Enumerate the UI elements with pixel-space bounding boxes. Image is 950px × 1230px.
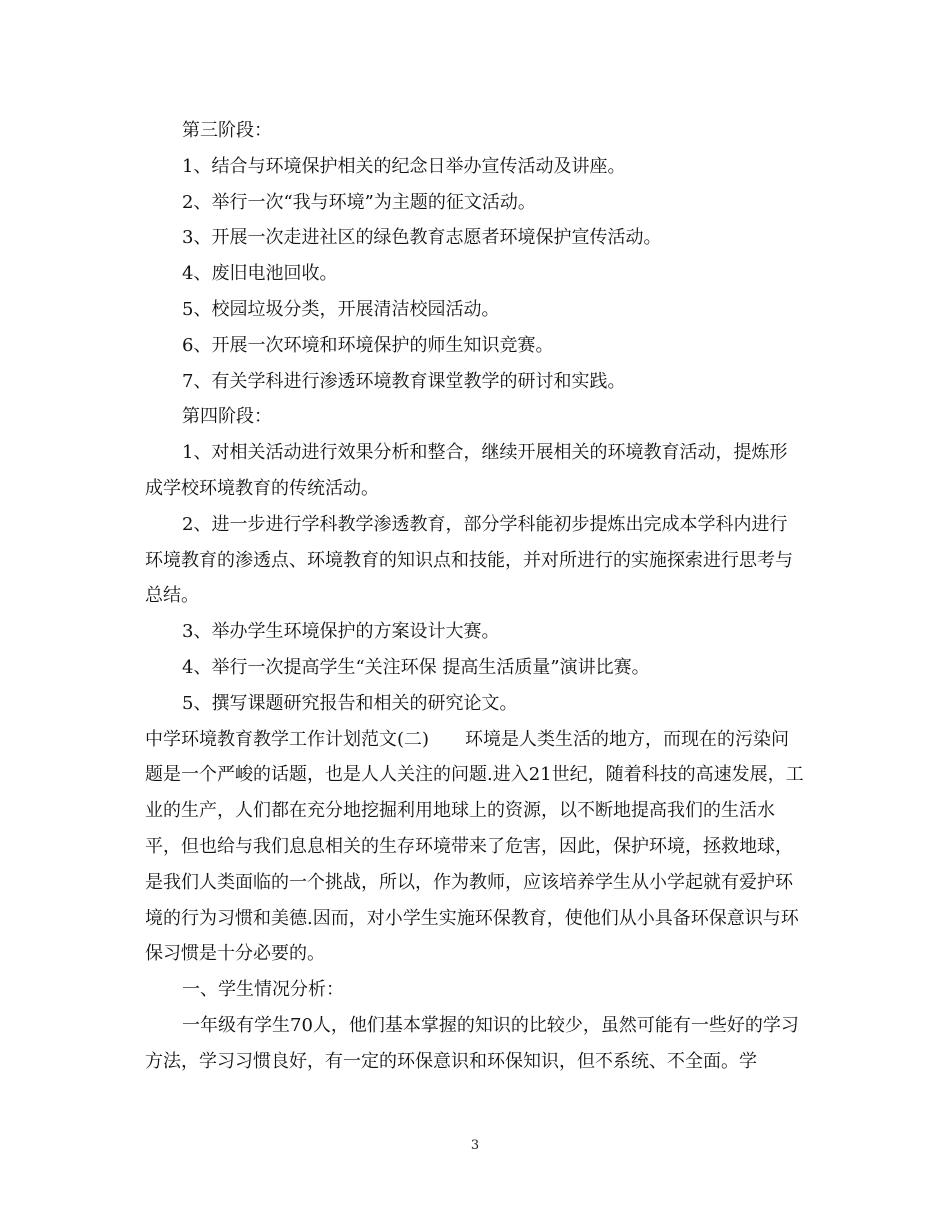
paragraph: 7、有关学科进行渗透环境教育课堂教学的研讨和实践。 (182, 370, 626, 392)
paragraph: 1、结合与环境保护相关的纪念日举办宣传活动及讲座。 (182, 155, 626, 177)
paragraph: 2、举行一次“我与环境”为主题的征文活动。 (182, 191, 536, 213)
paragraph: 2、进一步进行学科教学渗透教育，部分学科能初步提炼出完成本学科内进行环境教育的渗透点、环境教育的知识点和技能，并对所进行的实施探索进行思考与总结。 (145, 513, 793, 607)
paragraph: 5、校园垃圾分类，开展清洁校园活动。 (182, 298, 500, 320)
paragraph: 第三阶段： (182, 120, 272, 141)
paragraph: 一、学生情况分析： (182, 979, 344, 1001)
paragraph: 4、废旧电池回收。 (182, 263, 338, 285)
page-number: 3 (470, 1138, 480, 1153)
paragraph: 1、对相关活动进行效果分析和整合，继续开展相关的环境教育活动，提炼形成学校环境教育的传统活动。 (145, 442, 788, 499)
paragraph: 中学环境教育教学工作计划范文(二) 环境是人类生活的地方，而现在的污染问题是一个严峻的话题，也是人人关注的问题.进入21世纪，随着科技的高速发展，工业的生产，人们都在充分地挖掘利用地球上的资源，以不断地提高我们的生活水平，但也给与我们息息相关的生存环境带来了危害，因此，保护环境，拯救地球，是我们人类面临的一个挑战，所以，作为教师，应该培养学生从小学起就有爱护环境的行为习惯和美德.因而，对小学生实施环保教育，使他们从小具备环保意识与环保习惯是十分必要的。 (145, 728, 804, 965)
paragraph: 一年级有学生70人，他们基本掌握的知识的比较少，虽然可能有一些好的学习方法，学习习惯良好，有一定的环保意识和环保知识，但不系统、不全面。学 (145, 1014, 799, 1072)
paragraph: 3、开展一次走进社区的绿色教育志愿者环境保护宣传活动。 (182, 227, 662, 249)
paragraph: 3、举办学生环境保护的方案设计大赛。 (182, 621, 500, 643)
document-body (145, 113, 805, 1080)
paragraph: 5、撰写课题研究报告和相关的研究论文。 (182, 692, 518, 714)
paragraph: 6、开展一次环境和环境保护的师生知识竞赛。 (182, 334, 554, 356)
paragraph: 4、举行一次提高学生“关注环保 提高生活质量”演讲比赛。 (182, 656, 650, 678)
paragraph: 第四阶段： (182, 406, 272, 428)
